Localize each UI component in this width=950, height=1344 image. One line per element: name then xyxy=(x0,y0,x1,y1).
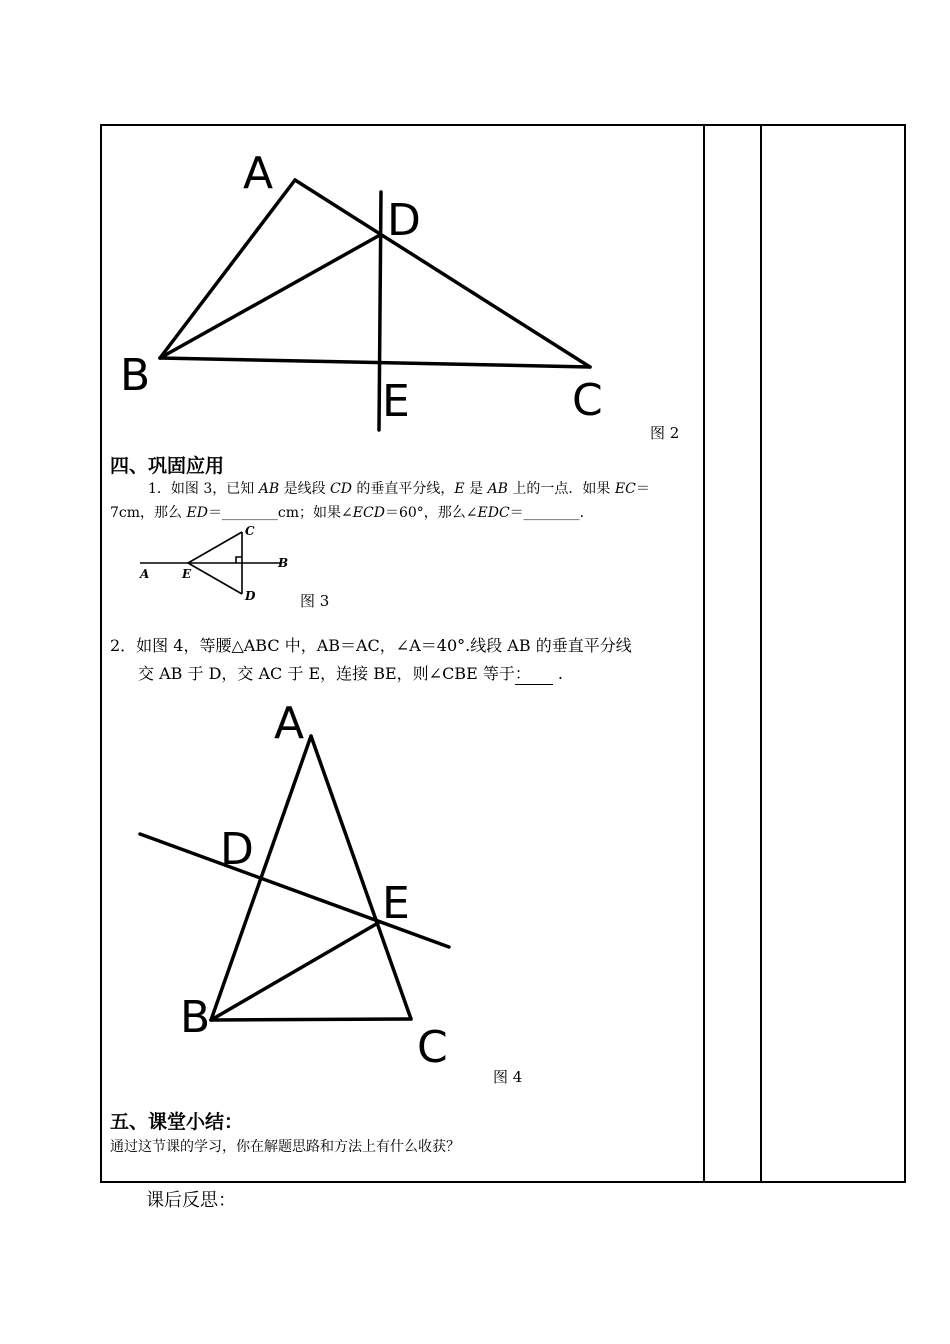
label-d: D xyxy=(387,195,421,246)
table-bottom-border xyxy=(100,1181,906,1183)
segment-bd xyxy=(160,235,380,358)
label-a: A xyxy=(140,567,150,581)
question-2-line-2: 交 AB 于 D，交 AC 于 E，连接 BE，则∠CBE 等于： . xyxy=(138,664,564,683)
segment-bc xyxy=(160,358,590,367)
label-a: A xyxy=(243,148,274,199)
table-column-divider-2 xyxy=(760,124,762,1183)
question-1-line-2: 7cm，那么 ED＝________cm；如果∠ECD＝60°，那么∠EDC＝________. xyxy=(110,505,585,521)
question-1-line-1: 1．如图 3，已知 AB 是线段 CD 的垂直平分线，E 是 AB 上的一点．如果 EC＝ xyxy=(148,481,650,497)
label-b: B xyxy=(120,350,151,401)
question-2-line-1: 2．如图 4，等腰△ABC 中，AB＝AC，∠A＝40°.线段 AB 的垂直平分线 xyxy=(110,636,632,655)
section-4-heading: 四、巩固应用 xyxy=(110,455,225,477)
table-column-divider-1 xyxy=(703,124,705,1183)
table-right-border xyxy=(904,124,906,1183)
label-d: D xyxy=(220,824,254,875)
figure-3 xyxy=(130,520,300,610)
segment-ec xyxy=(188,532,242,563)
figure-4-caption: 图 4 xyxy=(493,1068,523,1086)
label-e: E xyxy=(382,376,410,427)
summary-prompt: 通过这节课的学习，你在解题思路和方法上有什么收获？ xyxy=(110,1139,460,1155)
right-angle-mark xyxy=(236,557,242,563)
label-b: B xyxy=(180,992,211,1043)
perpendicular-bisector-de xyxy=(379,192,381,430)
figure-3-caption: 图 3 xyxy=(300,592,330,610)
segment-ed xyxy=(188,563,242,594)
figure-4 xyxy=(0,690,700,1090)
segment-ac xyxy=(295,180,590,367)
label-b: B xyxy=(278,556,289,570)
label-c: C xyxy=(572,375,603,426)
label-e: E xyxy=(182,567,192,581)
figure-2 xyxy=(0,0,700,450)
label-e: E xyxy=(382,878,410,929)
segment-be xyxy=(211,923,378,1020)
section-5-heading: 五、课堂小结： xyxy=(110,1111,244,1133)
label-d: D xyxy=(245,589,256,603)
label-c: C xyxy=(417,1022,448,1073)
after-class-reflection: 课后反思： xyxy=(146,1190,236,1211)
answer-blank: ： xyxy=(515,664,553,685)
label-c: C xyxy=(245,524,255,538)
segment-ab xyxy=(160,180,295,358)
label-a: A xyxy=(274,698,305,749)
figure-2-caption: 图 2 xyxy=(650,424,680,442)
segment-bc xyxy=(211,1019,411,1020)
